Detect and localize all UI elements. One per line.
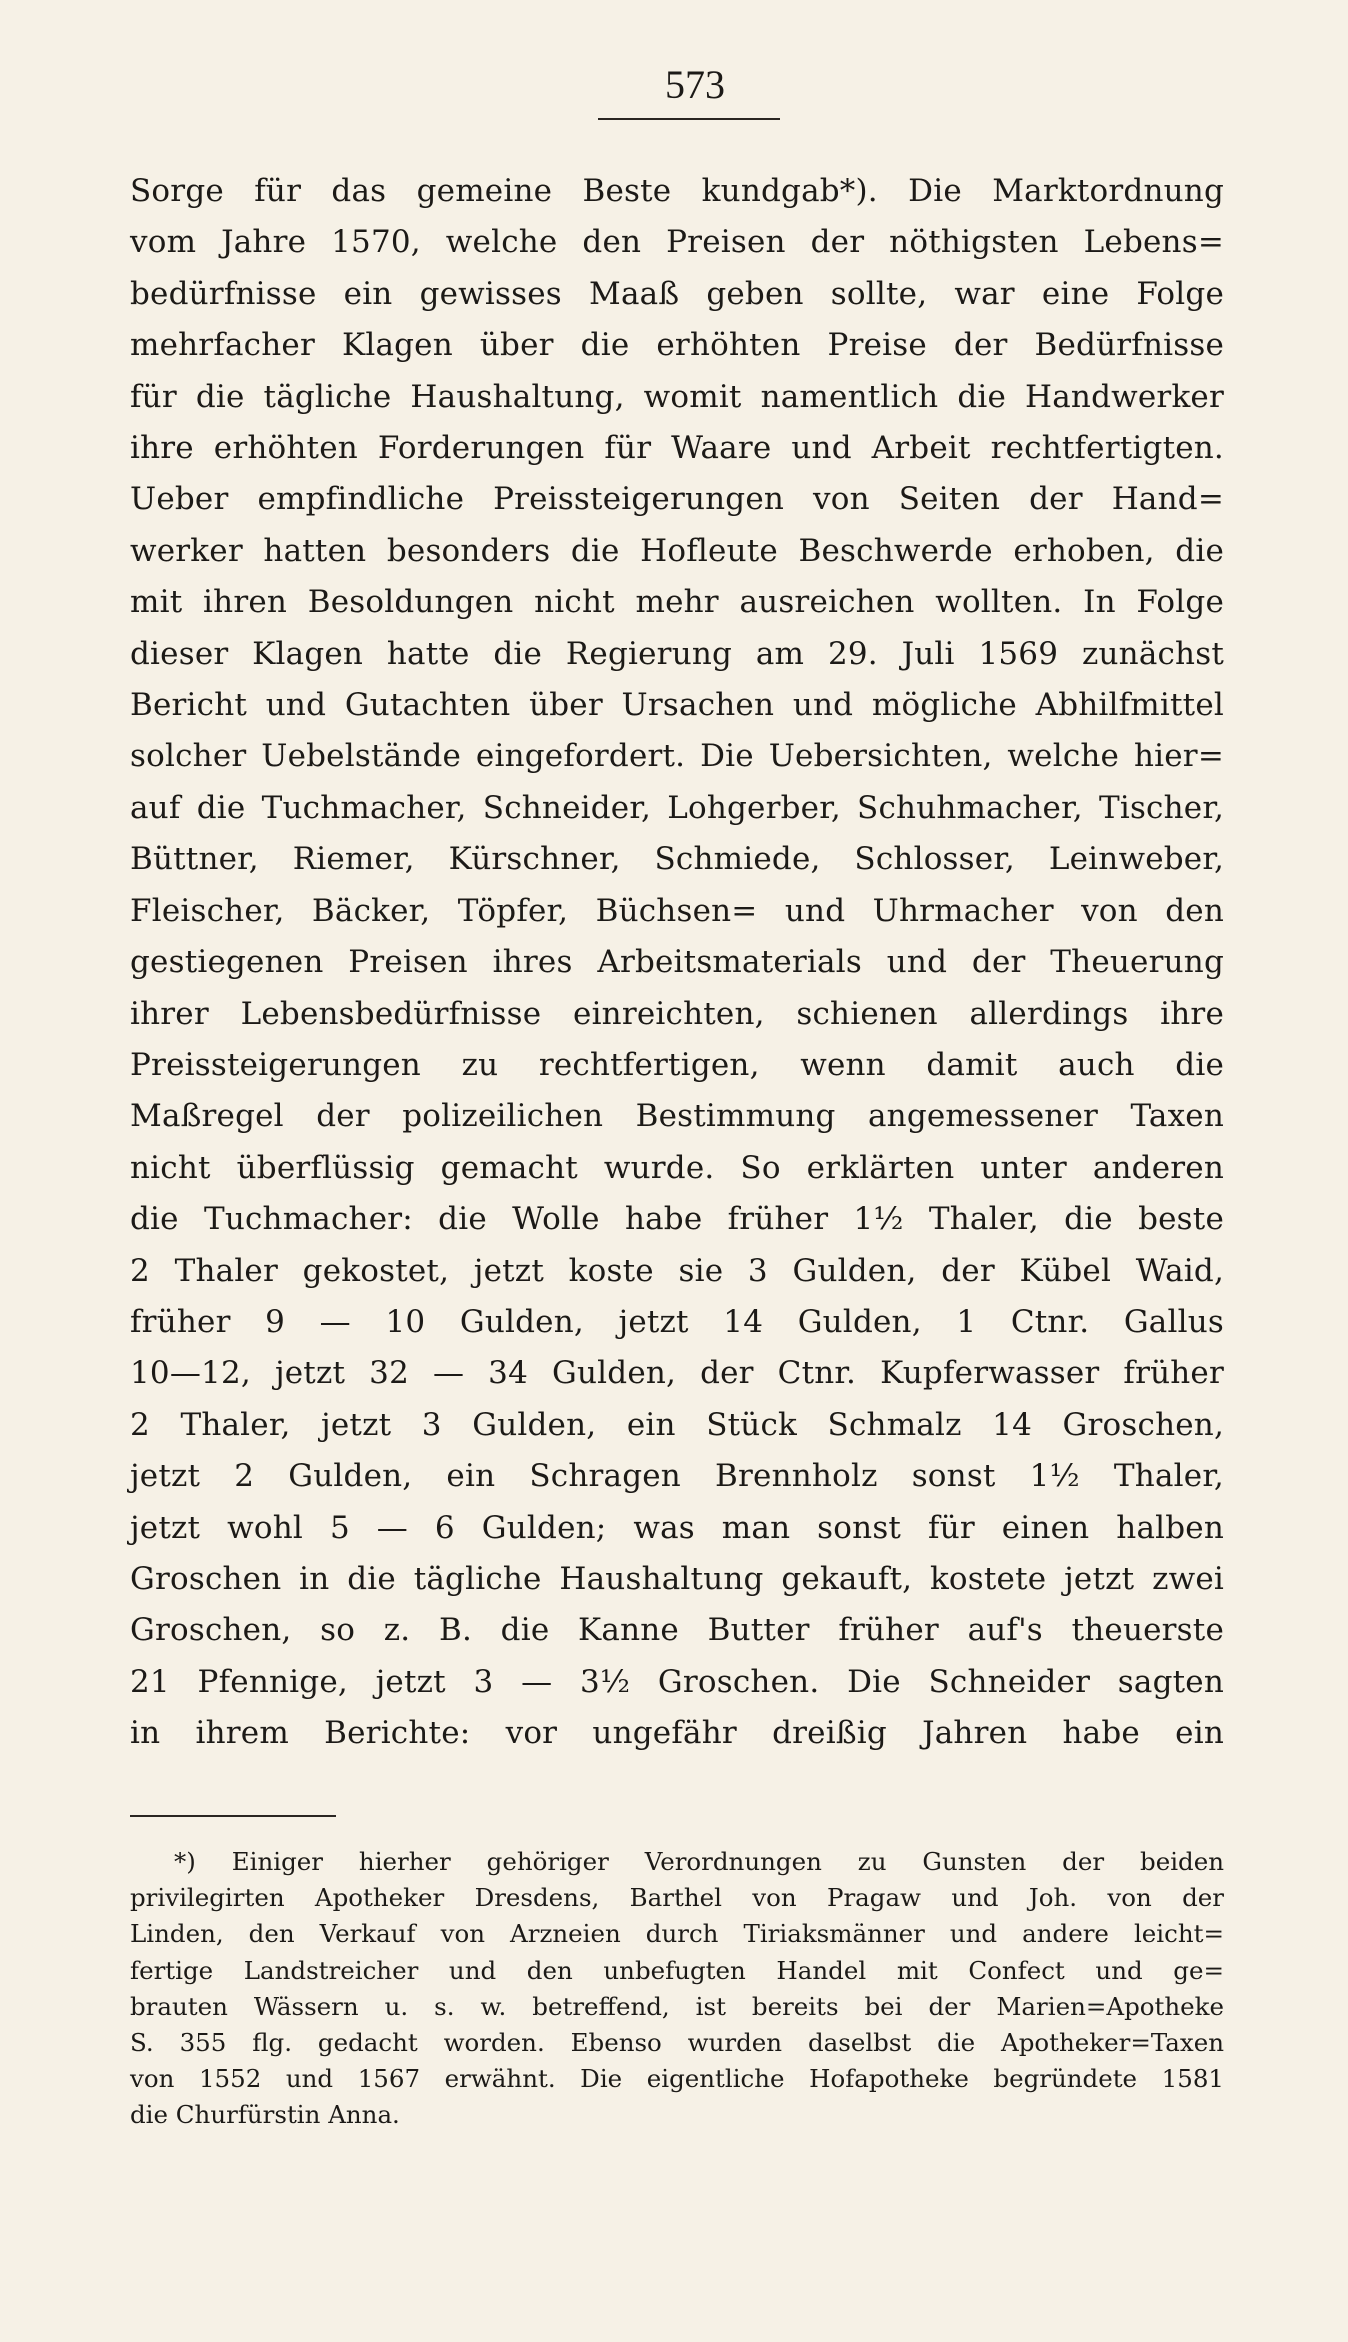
text-line: Groschen in die tägliche Haushaltung gekauft, kostete jetzt zwei [130, 1560, 1224, 1597]
text-line: Maßregel der polizeilichen Bestimmung angemessener Taxen [130, 1098, 1224, 1135]
text-line: werker hatten besonders die Hofleute Beschwerde erhoben, die [130, 532, 1224, 569]
text-line: mit ihren Besoldungen nicht mehr ausreichen wollten. In Folge [130, 584, 1224, 621]
text-line: bedürfnisse ein gewisses Maaß geben sollte, war eine Folge [130, 275, 1224, 312]
page-number-rule [598, 118, 780, 120]
footnote-line: Linden, den Verkauf von Arzneien durch Tiriaksmänner und andere leicht= [130, 1919, 1224, 1949]
footnote-line: von 1552 und 1567 erwähnt. Die eigentliche Hofapotheke begründete 1581 [130, 2064, 1224, 2094]
text-line: 2 Thaler, jetzt 3 Gulden, ein Stück Schmalz 14 Groschen, [130, 1406, 1224, 1443]
footnote-line: brauten Wässern u. s. w. betreffend, ist bereits bei der Marien=Apotheke [130, 1991, 1224, 2021]
text-line: früher 9 — 10 Gulden, jetzt 14 Gulden, 1 Ctnr. Gallus [130, 1303, 1224, 1340]
footnote-rule [130, 1815, 336, 1817]
text-line: solcher Uebelstände eingefordert. Die Uebersichten, welche hier= [130, 738, 1224, 775]
text-line: jetzt wohl 5 — 6 Gulden; was man sonst für einen halben [130, 1509, 1224, 1546]
text-line: mehrfacher Klagen über die erhöhten Preise der Bedürfnisse [130, 327, 1224, 364]
footnote-line: S. 355 flg. gedacht worden. Ebenso wurden daselbst die Apotheker=Taxen [130, 2028, 1224, 2058]
text-line: 10—12, jetzt 32 — 34 Gulden, der Ctnr. Kupferwasser früher [130, 1355, 1224, 1392]
text-line: ihrer Lebensbedürfnisse einreichten, schienen allerdings ihre [130, 995, 1224, 1032]
text-line: nicht überflüssig gemacht wurde. So erklärten unter anderen [130, 1149, 1224, 1186]
text-line: Büttner, Riemer, Kürschner, Schmiede, Schlosser, Leinweber, [130, 841, 1224, 878]
text-line: Sorge für das gemeine Beste kundgab*). Die Marktordnung [130, 173, 1224, 209]
footnote-line: privilegirten Apotheker Dresdens, Barthel von Pragaw und Joh. von der [130, 1883, 1224, 1913]
text-line: Fleischer, Bäcker, Töpfer, Büchsen= und Uhrmacher von den [130, 892, 1224, 929]
text-line: 21 Pfennige, jetzt 3 — 3½ Groschen. Die Schneider sagten [130, 1663, 1224, 1700]
text-line: auf die Tuchmacher, Schneider, Lohgerber, Schuhmacher, Tischer, [130, 789, 1224, 826]
text-line: dieser Klagen hatte die Regierung am 29. Juli 1569 zunächst [130, 635, 1224, 672]
footnote-line: fertige Landstreicher und den unbefugten Handel mit Confect und ge= [130, 1955, 1224, 1985]
text-line: Bericht und Gutachten über Ursachen und mögliche Abhilfmittel [130, 687, 1224, 724]
text-line: die Tuchmacher: die Wolle habe früher 1½ Thaler, die beste [130, 1201, 1224, 1238]
footnote-line: *) Einiger hierher gehöriger Verordnungen zu Gunsten der beiden [174, 1847, 1224, 1876]
text-line: Groschen, so z. B. die Kanne Butter früher auf's theuerste [130, 1612, 1224, 1649]
page-number: 573 [665, 62, 725, 107]
main-text [130, 166, 1224, 1760]
text-line: Ueber empfindliche Preissteigerungen von Seiten der Hand= [130, 481, 1224, 518]
text-line: in ihrem Berichte: vor ungefähr dreißig Jahren habe ein [130, 1715, 1224, 1752]
footnote [130, 1844, 1224, 2134]
text-line: vom Jahre 1570, welche den Preisen der nöthigsten Lebens= [130, 224, 1224, 261]
text-line: 2 Thaler gekostet, jetzt koste sie 3 Gulden, der Kübel Waid, [130, 1252, 1224, 1289]
text-line: für die tägliche Haushaltung, womit namentlich die Handwerker [130, 378, 1224, 415]
text-line: gestiegenen Preisen ihres Arbeitsmaterials und der Theuerung [130, 944, 1224, 981]
text-line: ihre erhöhten Forderungen für Waare und Arbeit rechtfertigten. [130, 430, 1224, 467]
footnote-line: die Churfürstin Anna. [130, 2100, 400, 2130]
text-line: Preissteigerungen zu rechtfertigen, wenn damit auch die [130, 1046, 1224, 1083]
text-line: jetzt 2 Gulden, ein Schragen Brennholz sonst 1½ Thaler, [130, 1458, 1224, 1495]
